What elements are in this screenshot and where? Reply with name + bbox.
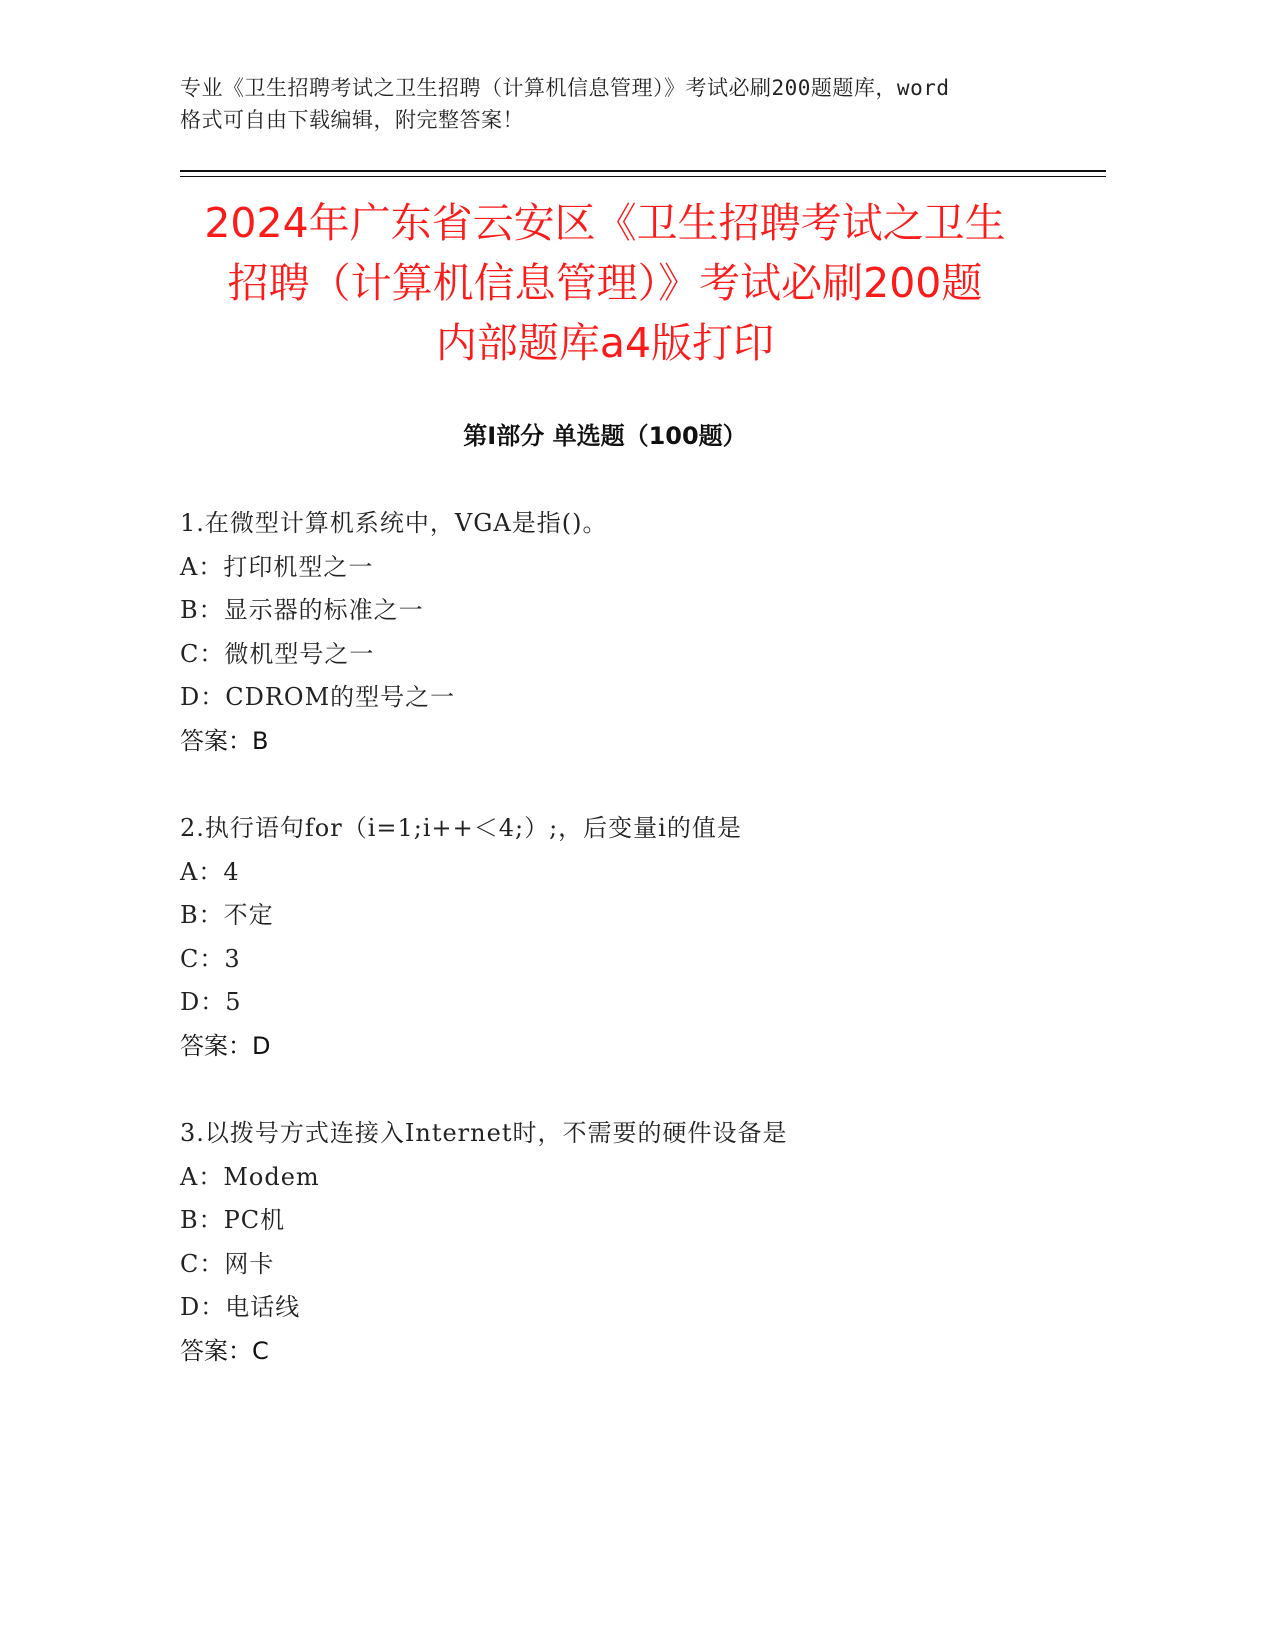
option-b: B：显示器的标准之一: [180, 596, 424, 624]
option-a: A：4: [180, 857, 240, 886]
question-stem: 1.在微型计算机系统中，VGA是指()。: [180, 509, 608, 537]
option-c: C：3: [180, 944, 241, 973]
question-stem: 3.以拨号方式连接入Internet时，不需要的硬件设备是: [180, 1119, 788, 1147]
question-item: [180, 502, 1120, 763]
question-item: [180, 1112, 1120, 1373]
option-d: D：电话线: [180, 1293, 301, 1321]
option-d: D：5: [180, 988, 242, 1016]
option-b: B：不定: [180, 901, 274, 929]
answer-key: 答案：B: [180, 726, 269, 755]
option-a: A：打印机型之一: [180, 552, 374, 581]
header-note: [180, 72, 1080, 136]
question-list: [180, 502, 1120, 1417]
option-c: C：网卡: [180, 1249, 275, 1278]
header-note-line-1: 专业《卫生招聘考试之卫生招聘（计算机信息管理）》考试必刷200题题库，word: [180, 76, 950, 100]
header-divider-thin: [180, 176, 1106, 177]
option-c: C：微机型号之一: [180, 639, 375, 668]
question-stem: 2.执行语句for（i=1;i++＜4;）;，后变量i的值是: [180, 814, 742, 842]
answer-key: 答案：D: [180, 1031, 271, 1060]
question-item: [180, 807, 1120, 1068]
header-divider-thick: [180, 170, 1106, 172]
document-title: [140, 193, 1070, 373]
title-line-1: 2024年广东省云安区《卫生招聘考试之卫生: [204, 199, 1006, 247]
option-d: D：CDROM的型号之一: [180, 683, 456, 711]
answer-key: 答案：C: [180, 1336, 269, 1365]
option-a: A：Modem: [180, 1162, 320, 1191]
header-note-line-2: 格式可自由下载编辑，附完整答案！: [180, 108, 524, 132]
section-heading: 第Ⅰ部分 单选题（100题）: [463, 422, 747, 450]
option-b: B：PC机: [180, 1206, 286, 1234]
title-line-3: 内部题库a4版打印: [435, 319, 775, 367]
title-line-2: 招聘（计算机信息管理）》考试必刷200题: [227, 259, 983, 307]
